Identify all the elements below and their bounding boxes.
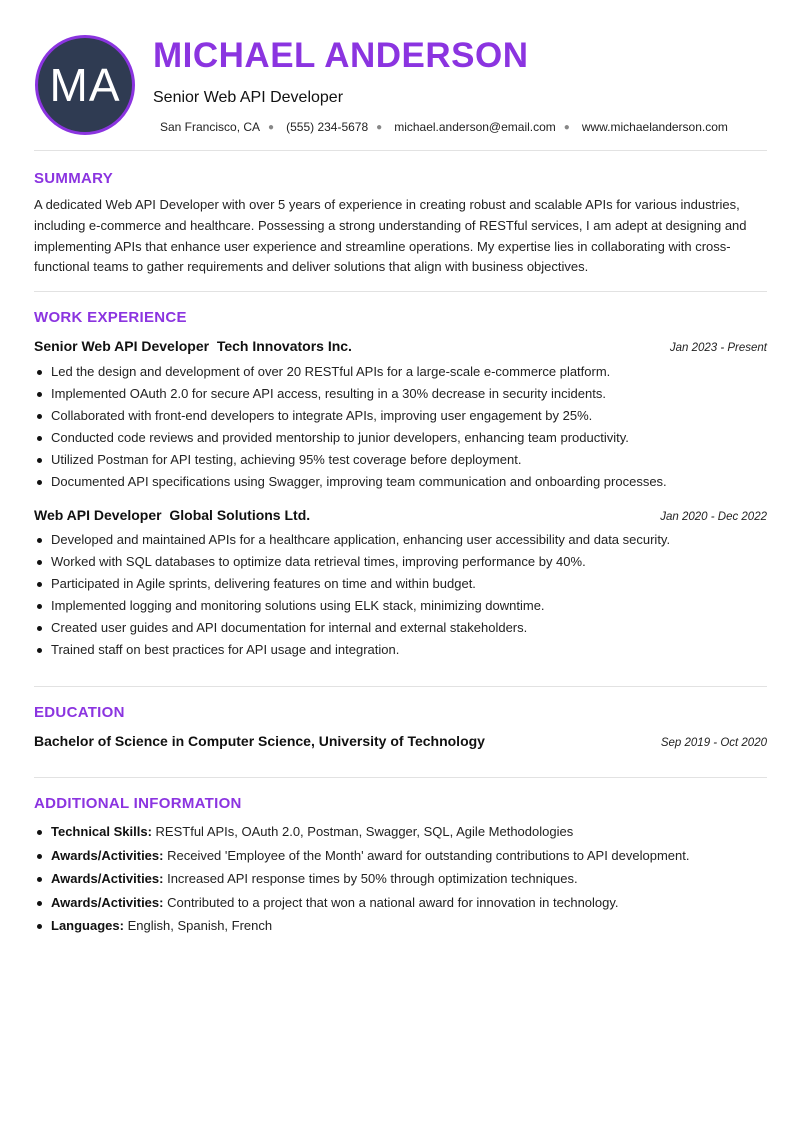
degree: Bachelor of Science in Computer Science, University of Technology: [34, 733, 485, 749]
list-item: Worked with SQL databases to optimize data retrieval times, improving performance by 40%.: [34, 551, 767, 573]
summary-heading: SUMMARY: [34, 170, 114, 187]
section-divider: [34, 686, 767, 687]
work-experience-heading: WORK EXPERIENCE: [34, 309, 187, 326]
contact-email[interactable]: michael.anderson@email.com: [394, 120, 556, 134]
list-item: Implemented OAuth 2.0 for secure API access, resulting in a 30% decrease in security incidents.: [34, 383, 767, 405]
list-item: [34, 867, 767, 891]
separator-dot: ●: [376, 121, 383, 133]
list-item: [34, 891, 767, 915]
additional-info-heading: ADDITIONAL INFORMATION: [34, 795, 242, 812]
avatar: MA: [35, 35, 135, 135]
job-title: Senior Web API Developer: [34, 338, 210, 354]
list-item: Developed and maintained APIs for a healthcare application, enhancing user accessibility and data security.: [34, 529, 767, 551]
additional-info-list: [34, 820, 767, 938]
list-item: Utilized Postman for API testing, achieving 95% test coverage before deployment.: [34, 449, 767, 471]
list-item: Led the design and development of over 20 RESTful APIs for a large-scale e-commerce platform.: [34, 361, 767, 383]
contact-bar: [160, 120, 728, 134]
list-item: [34, 914, 767, 938]
job-dates: Jan 2023 - Present: [669, 342, 767, 354]
item-label: Languages:: [51, 918, 124, 933]
list-item: Implemented logging and monitoring solutions using ELK stack, minimizing downtime.: [34, 595, 767, 617]
summary-text: A dedicated Web API Developer with over 5 years of experience in creating robust and scalable APIs for various industries, including e-commerce and healthcare. Possessing a strong understanding of RESTful services, I am adept at designing and implementing APIs that enhance user experience and streamline operations. My expertise lies in collaborating with cross-functional teams to gather requirements and deliver solutions that align with business objectives.: [34, 197, 747, 275]
list-item: Collaborated with front-end developers to integrate APIs, improving user engagement by 25%.: [34, 405, 767, 427]
item-label: Awards/Activities:: [51, 871, 164, 886]
separator-dot: ●: [268, 121, 275, 133]
resume-header: [0, 0, 800, 150]
education-dates: Sep 2019 - Oct 2020: [660, 737, 767, 749]
section-divider: [34, 291, 767, 292]
item-text: Increased API response times by 50% through optimization techniques.: [167, 871, 578, 886]
job-title-line: [34, 338, 352, 354]
list-item: Created user guides and API documentation for internal and external stakeholders.: [34, 617, 767, 639]
list-item: [34, 820, 767, 844]
item-text: RESTful APIs, OAuth 2.0, Postman, Swagger, SQL, Agile Methodologies: [155, 824, 574, 839]
list-item: [34, 844, 767, 868]
list-item: Trained staff on best practices for API usage and integration.: [34, 639, 767, 661]
item-label: Awards/Activities:: [51, 894, 164, 910]
candidate-title: Senior Web API Developer: [153, 89, 344, 106]
item-text: English, Spanish, French: [127, 918, 273, 933]
contact-phone[interactable]: (555) 234-5678: [286, 120, 369, 134]
job-bullets: [34, 529, 767, 661]
contact-website[interactable]: www.michaelanderson.com: [581, 120, 728, 134]
job-header: [34, 338, 767, 354]
item-label: Awards/Activities:: [51, 847, 164, 863]
item-label: Technical Skills:: [51, 824, 152, 839]
job-company: Tech Innovators Inc.: [216, 338, 352, 354]
education-entry: [34, 733, 767, 749]
list-item: Documented API specifications using Swagger, improving team communication and onboarding processes.: [34, 471, 767, 493]
item-text: Contributed to a project that won a national award for innovation in technology.: [167, 894, 619, 910]
education-heading: EDUCATION: [34, 704, 125, 721]
item-text: Received 'Employee of the Month' award for outstanding contributions to API development.: [167, 847, 690, 863]
job-company: Global Solutions Ltd.: [169, 507, 311, 523]
job-dates: Jan 2020 - Dec 2022: [660, 511, 767, 523]
separator-dot: ●: [563, 121, 570, 133]
section-divider: [34, 150, 767, 151]
list-item: Participated in Agile sprints, delivering features on time and within budget.: [34, 573, 767, 595]
job-title: Web API Developer: [34, 507, 162, 523]
job-bullets: [34, 361, 767, 493]
job-title-line: [34, 507, 310, 523]
job-header: [34, 507, 767, 523]
contact-location: San Francisco, CA: [160, 120, 261, 134]
list-item: Conducted code reviews and provided mentorship to junior developers, enhancing team productivity.: [34, 427, 767, 449]
candidate-name: MICHAEL ANDERSON: [153, 36, 529, 75]
section-divider: [34, 777, 767, 778]
